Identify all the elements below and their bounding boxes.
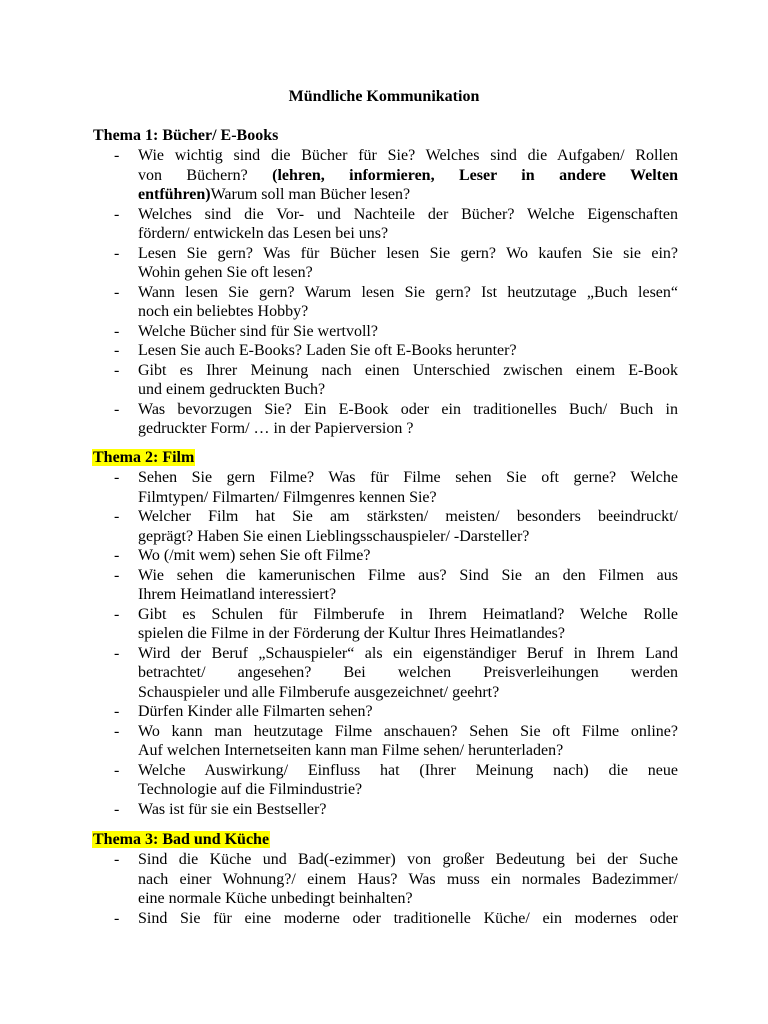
item-line: Sind die Küche und Bad(-ezimmer) von großer Bedeutung bei der Suche (138, 851, 678, 868)
item-line: Was bevorzugen Sie? Ein E-Book oder ein traditionelles Buch/ Buch in (138, 400, 678, 418)
list-item (92, 702, 678, 722)
question-list (92, 850, 678, 928)
section-heading: Thema 1: Bücher/ E-Books (93, 127, 279, 144)
item-line: Wo kann man heutzutage Filme anschauen? Sehen Sie oft Filme online? (138, 722, 678, 740)
list-item (92, 205, 678, 244)
item-line: Lesen Sie auch E-Books? Laden Sie oft E-Books herunter? (138, 342, 517, 359)
bullet-dash: - (114, 147, 120, 164)
item-line: entführen)Warum soll man Bücher lesen? (138, 186, 411, 203)
item-line: Ihrem Heimatland interessiert? (138, 586, 337, 603)
item-line: nach einer Wohnung?/ einem Haus? Was muss ein normales Badezimmer/ (138, 870, 678, 888)
item-line: Technologie auf die Filmindustrie? (138, 781, 363, 798)
question-list (92, 146, 678, 439)
list-item (92, 909, 678, 929)
question-list (92, 468, 678, 819)
list-item (92, 566, 678, 605)
item-line: Wie sehen die kamerunischen Filme aus? Sind Sie an den Filmen aus (138, 566, 678, 584)
bullet-dash: - (114, 322, 120, 340)
bullet-dash: - (114, 909, 120, 927)
bold-answer: entführen) (138, 186, 211, 203)
item-line: gedruckter Form/ … in der Papierversion ? (138, 420, 414, 437)
list-item (92, 722, 678, 761)
list-item (92, 146, 678, 205)
list-item (92, 283, 678, 322)
list-item (92, 850, 678, 909)
item-line: Wohin gehen Sie oft lesen? (138, 264, 313, 281)
highlighted-heading: Thema 2: Film (93, 449, 195, 466)
list-item (92, 546, 678, 566)
bullet-dash: - (114, 722, 120, 740)
bullet-dash: - (114, 342, 120, 359)
bullet-dash: - (114, 469, 120, 486)
section-heading (92, 830, 678, 850)
bullet-dash: - (114, 800, 120, 818)
list-item (92, 761, 678, 800)
item-line: Wird der Beruf „Schauspieler“ als ein eigenständiger Beruf in Ihrem Land (138, 644, 678, 662)
item-line: Welcher Film hat Sie am stärksten/ meisten/ besonders beeindruckt/ (138, 508, 678, 525)
bullet-dash: - (114, 361, 120, 379)
item-line: Lesen Sie gern? Was für Bücher lesen Sie gern? Wo kaufen Sie sie ein? (138, 244, 678, 262)
bullet-dash: - (114, 400, 120, 418)
item-line: fördern/ entwickeln das Lesen bei uns? (138, 225, 389, 242)
bullet-dash: - (114, 547, 120, 564)
list-item (92, 361, 678, 400)
item-line: Wo (/mit wem) sehen Sie oft Filme? (138, 547, 371, 564)
section-thema-1 (92, 126, 678, 439)
list-item (92, 400, 678, 439)
item-line: Welches sind die Vor- und Nachteile der Bücher? Welche Eigenschaften (138, 205, 678, 223)
item-line: Gibt es Ihrer Meinung nach einen Unterschied zwischen einem E-Book (138, 361, 678, 379)
list-item (92, 322, 678, 342)
item-line: Dürfen Kinder alle Filmarten sehen? (138, 703, 373, 720)
bullet-dash: - (114, 508, 120, 525)
bullet-dash: - (114, 851, 120, 868)
item-line: Wann lesen Sie gern? Warum lesen Sie gern? Ist heutzutage „Buch lesen“ (138, 283, 678, 301)
list-item (92, 244, 678, 283)
item-line: Filmtypen/ Filmarten/ Filmgenres kennen Sie? (138, 488, 437, 506)
item-line: von Büchern? (lehren, informieren, Leser in andere Welten (138, 166, 678, 184)
section-thema-3 (92, 830, 678, 928)
item-line: Schauspieler und alle Filmberufe ausgezeichnet/ geehrt? (138, 683, 500, 701)
item-line: eine normale Küche unbedingt beinhalten? (138, 890, 413, 907)
list-item (92, 507, 678, 546)
list-item (92, 800, 678, 820)
item-line: betrachtet/ angesehen? Bei welchen Preisverleihungen werden (138, 664, 678, 681)
highlighted-heading: Thema 3: Bad und Küche (93, 831, 270, 848)
section-thema-2 (92, 448, 678, 819)
item-line: Gibt es Schulen für Filmberufe in Ihrem Heimatland? Welche Rolle (138, 605, 678, 623)
list-item (92, 341, 678, 361)
item-line: spielen die Filme in der Förderung der Kultur Ihres Heimatlandes? (138, 625, 565, 642)
document-title: Mündliche Kommunikation (288, 88, 480, 105)
item-line: Wie wichtig sind die Bücher für Sie? Welches sind die Aufgaben/ Rollen (138, 147, 678, 164)
bold-answer: (lehren, informieren, Leser in andere Welten (272, 166, 678, 184)
item-line: geprägt? Haben Sie einen Lieblingsschauspieler/ -Darsteller? (138, 527, 530, 545)
bullet-dash: - (114, 605, 120, 623)
bullet-dash: - (114, 244, 120, 262)
item-line: und einem gedruckten Buch? (138, 381, 326, 398)
list-item (92, 468, 678, 507)
bullet-dash: - (114, 283, 120, 301)
item-line: noch ein beliebtes Hobby? (138, 303, 309, 320)
section-heading (92, 448, 678, 468)
item-line: Auf welchen Internetseiten kann man Filme sehen/ herunterladen? (138, 742, 564, 759)
bullet-dash: - (114, 703, 120, 720)
bullet-dash: - (114, 566, 120, 584)
bullet-dash: - (114, 761, 120, 779)
item-line: Sehen Sie gern Filme? Was für Filme sehen Sie oft gerne? Welche (138, 469, 678, 486)
bullet-dash: - (114, 644, 120, 662)
bullet-dash: - (114, 205, 120, 223)
list-item (92, 644, 678, 703)
item-line: Was ist für sie ein Bestseller? (138, 800, 327, 818)
item-line: Welche Bücher sind für Sie wertvoll? (138, 322, 378, 340)
list-item (92, 605, 678, 644)
item-line: Welche Auswirkung/ Einfluss hat (Ihrer Meinung nach) die neue (138, 761, 678, 779)
item-line: Sind Sie für eine moderne oder traditionelle Küche/ ein modernes oder (138, 909, 678, 927)
